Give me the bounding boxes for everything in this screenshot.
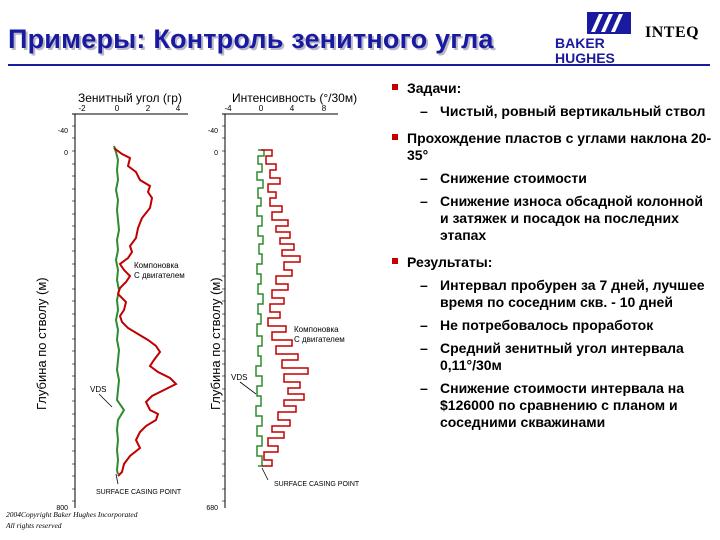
- left-x-tick: 0: [114, 104, 120, 113]
- left-surface-label: SURFACE CASING POINT: [96, 489, 182, 496]
- dash-marker: –: [420, 193, 428, 209]
- sub-bullet-item: [392, 170, 714, 187]
- dash-marker: –: [420, 170, 428, 186]
- right-green-curve: [256, 150, 264, 466]
- right-y-tick: 0: [214, 150, 218, 157]
- dash-marker: –: [420, 103, 428, 119]
- sub-bullet-text: Средний зенитный угол интервала 0,11°/30м: [440, 340, 684, 373]
- left-y-tick: 800: [56, 505, 68, 512]
- sub-bullet-item: [392, 277, 714, 311]
- right-chart-header: Интенсивность (°/30м): [232, 91, 358, 105]
- right-y-tick: -40: [207, 128, 218, 135]
- right-x-tick: -4: [224, 104, 232, 113]
- left-y-tick: -40: [57, 128, 68, 135]
- copyright-line: All rights reserved: [6, 521, 62, 530]
- svg-text:HUGHES: HUGHES: [555, 50, 615, 66]
- right-x-tick: 8: [321, 104, 327, 113]
- bullet-text: Результаты:: [407, 254, 493, 270]
- right-red-curve: [261, 150, 308, 466]
- dash-marker: –: [420, 340, 428, 356]
- right-vds-label: VDS: [231, 373, 248, 382]
- left-annotation: Компоновка: [134, 261, 179, 270]
- copyright-line: 2004Copyright Baker Hughes Incorporated: [6, 510, 138, 519]
- sub-bullet-item: [392, 193, 714, 244]
- sub-bullet-item: [392, 103, 714, 120]
- sub-bullet-text: Снижение стоимости: [440, 170, 587, 186]
- baker-hughes-logo: [553, 10, 633, 68]
- bullet-marker: [392, 84, 398, 90]
- right-annotation: Компоновка: [294, 325, 339, 334]
- inteq-logo: INTEQ: [645, 24, 700, 41]
- left-x-tick: -2: [78, 104, 86, 113]
- right-annotation: С двигателем: [294, 335, 345, 344]
- left-chart-header: Зенитный угол (гр): [78, 91, 182, 105]
- copyright: [6, 509, 137, 531]
- right-x-tick: 4: [289, 104, 295, 113]
- slide-title: Примеры: Контроль зенитного угла: [8, 24, 494, 54]
- left-x-tick: 2: [145, 104, 151, 113]
- bullet-marker: [392, 134, 398, 140]
- dash-marker: –: [420, 277, 428, 293]
- right-y-tick: 680: [206, 505, 218, 512]
- svg-text:BAKER: BAKER: [555, 35, 605, 51]
- bullet-text: Задачи:: [407, 80, 462, 96]
- bullet-list: [392, 70, 714, 431]
- left-vds-label: VDS: [90, 385, 107, 394]
- left-red-curve: [114, 148, 176, 476]
- dash-marker: –: [420, 317, 428, 333]
- right-x-tick: 0: [258, 104, 264, 113]
- charts-area: [0, 80, 390, 520]
- logo-emblem: [587, 12, 631, 34]
- left-annotation: С двигателем: [134, 271, 185, 280]
- sub-bullet-text: Интервал пробурен за 7 дней, лучшее время по соседним скв. - 10 дней: [440, 277, 705, 310]
- charts-svg: [0, 80, 390, 520]
- sub-bullet-text: Снижение стоимости интервала на $126000 по сравнению с планом и соседними скважинами: [440, 380, 685, 430]
- right-y-axis-label: Глубина по стволу (м): [208, 277, 223, 410]
- dash-marker: –: [420, 380, 428, 396]
- bullet-item: [392, 254, 714, 271]
- sub-bullet-item: [392, 317, 714, 334]
- bullet-text: Прохождение пластов с углами наклона 20-35°: [407, 130, 712, 163]
- sub-bullet-item: [392, 340, 714, 374]
- right-surface-label: SURFACE CASING POINT: [274, 481, 360, 488]
- bullet-item: [392, 130, 714, 164]
- sub-bullet-text: Снижение износа обсадной колонной и затяжек и посадок на последних этапах: [440, 193, 703, 243]
- left-green-curve: [114, 146, 124, 474]
- left-x-tick: 4: [175, 104, 181, 113]
- sub-bullet-text: Чистый, ровный вертикальный ствол: [440, 103, 706, 119]
- sub-bullet-text: Не потребовалось проработок: [440, 317, 654, 333]
- left-y-tick: 0: [64, 150, 68, 157]
- left-y-axis-label: Глубина по стволу (м): [34, 277, 49, 410]
- sub-bullet-item: [392, 380, 714, 431]
- bullet-marker: [392, 258, 398, 264]
- bullet-item: [392, 80, 714, 97]
